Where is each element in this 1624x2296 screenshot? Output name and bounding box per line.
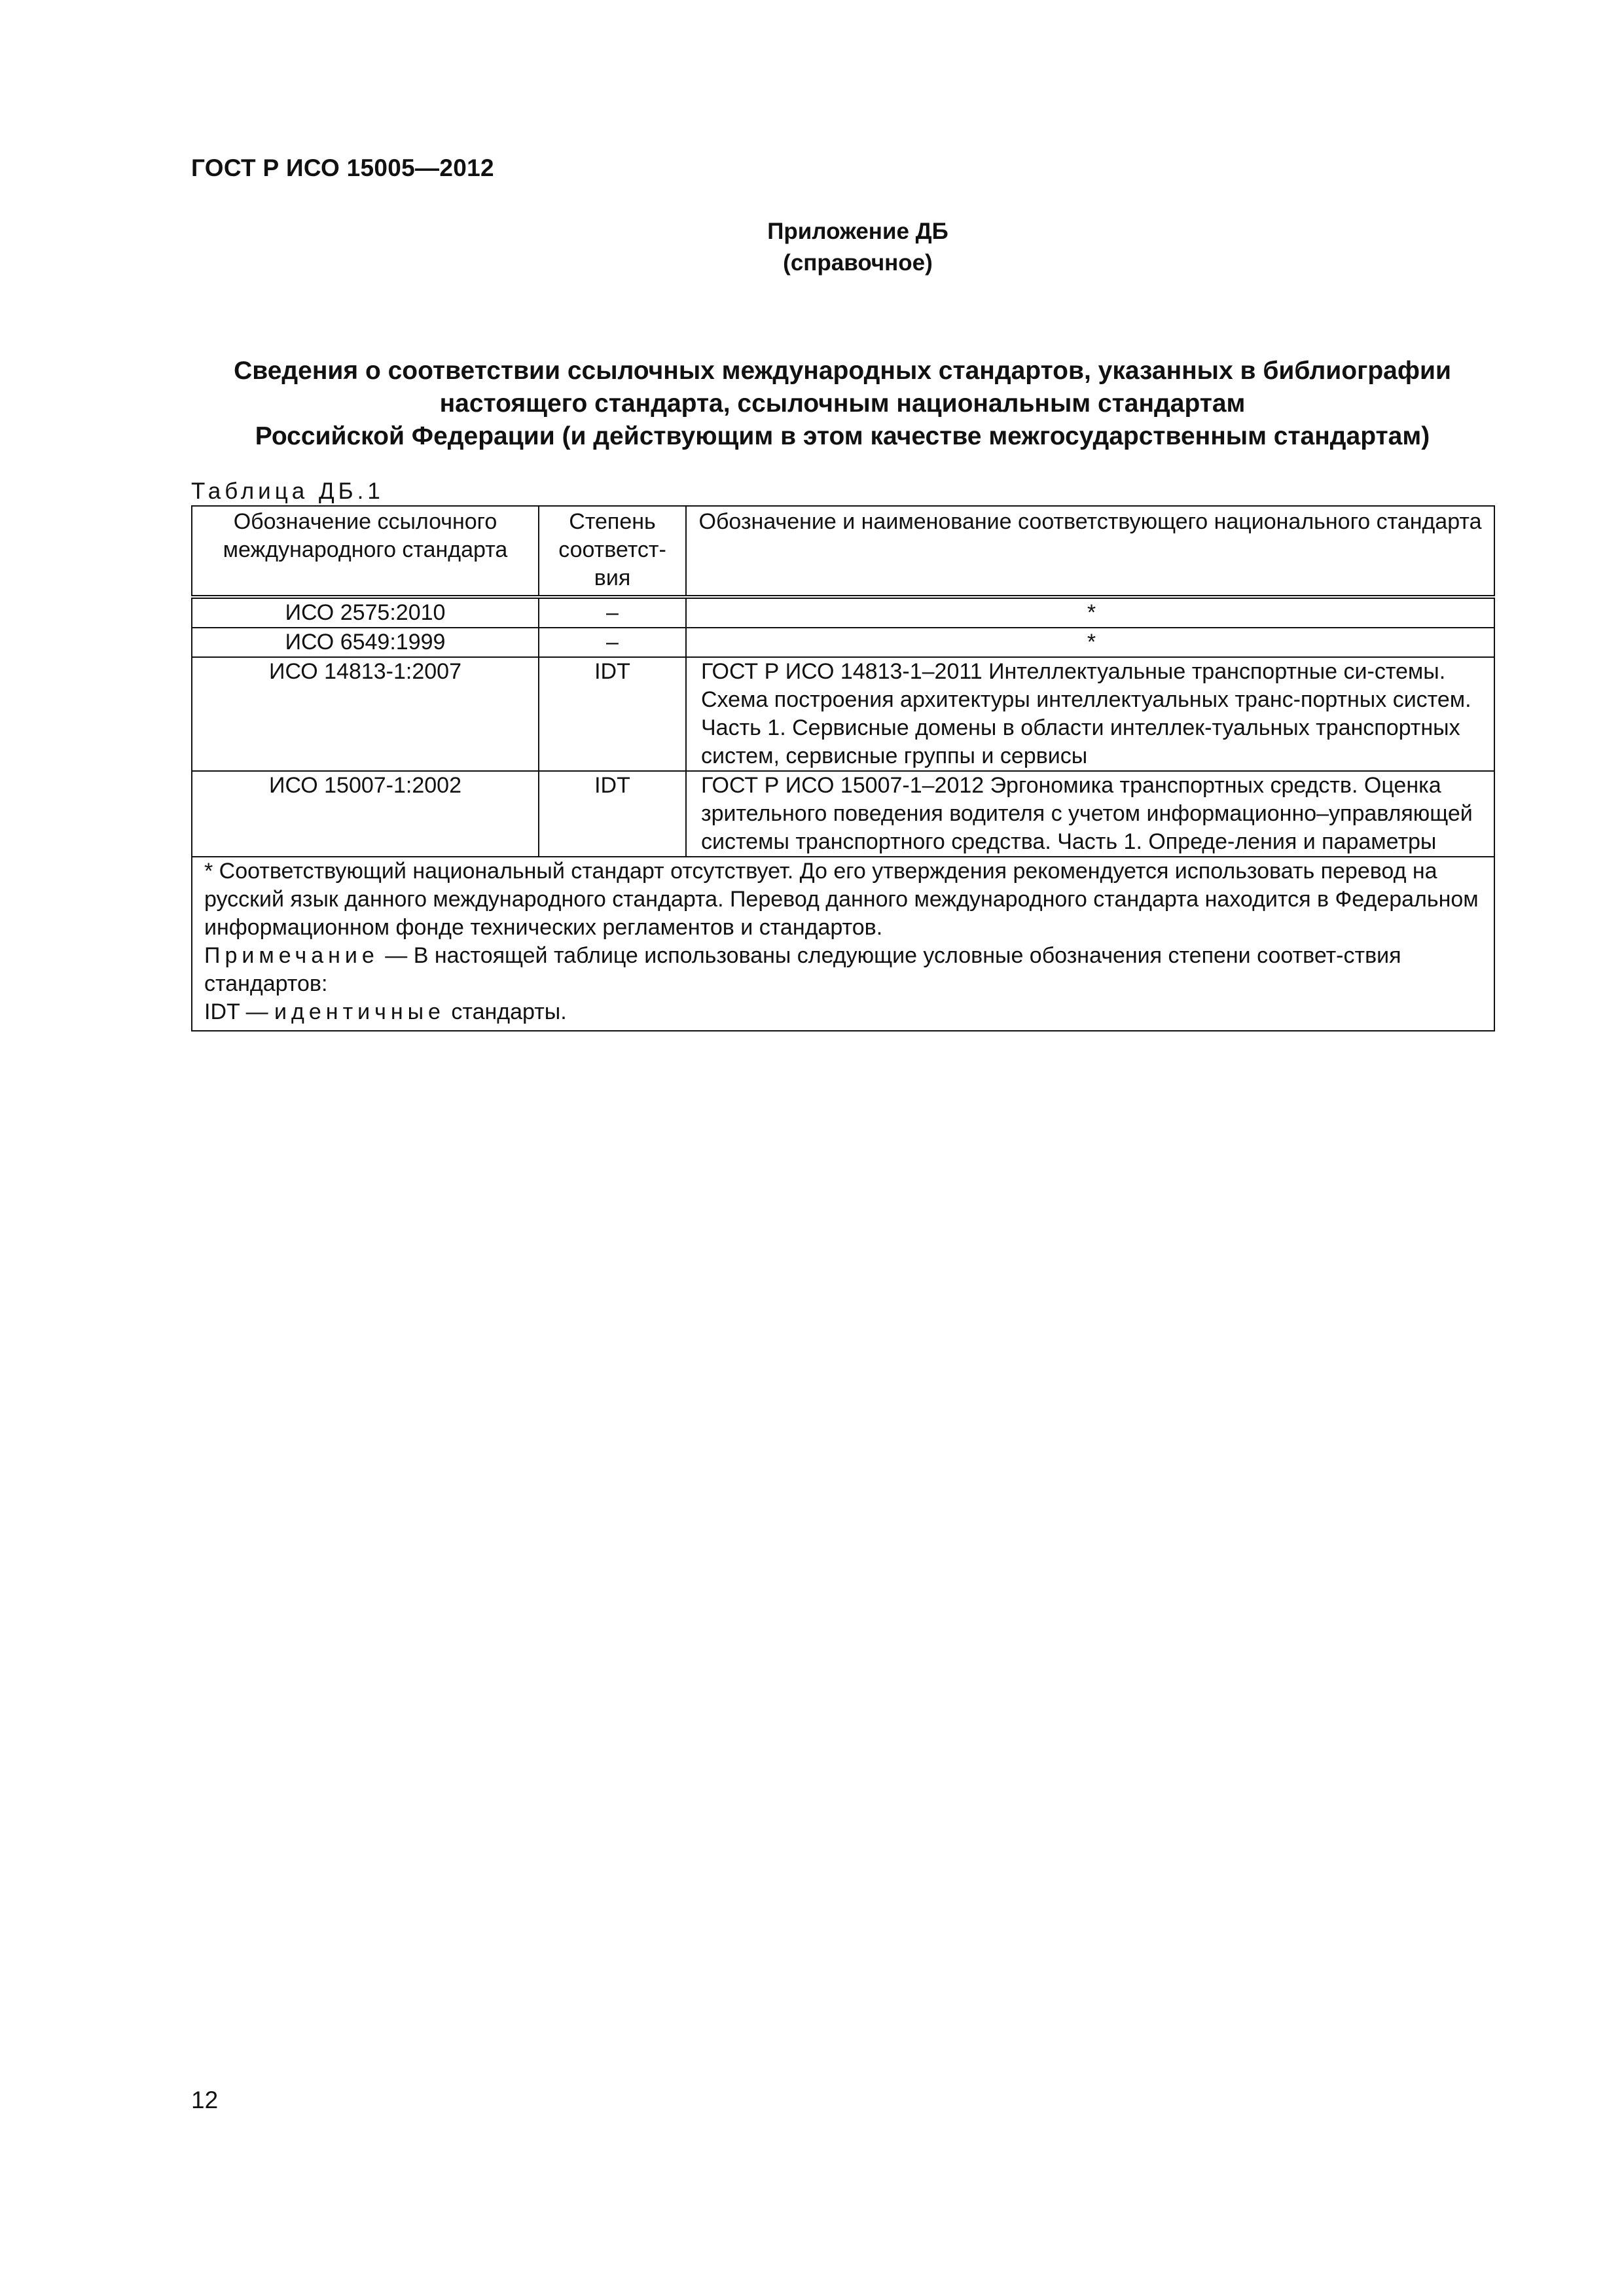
national-cell: ГОСТ Р ИСО 14813-1–2011 Интеллектуальные транспортные си-стемы. Схема построения архитектуры интеллектуальных транс-портных систем. Часть 1. Сервисные домены в области интеллек-туальных транспортных систем, сервисные группы и сервисы <box>686 657 1494 771</box>
table-note-row <box>192 857 1494 1031</box>
note-label: Примечание <box>204 943 379 968</box>
title-line-3: Российской Федерации (и действующим в этом качестве межгосударственным стандартам) <box>255 422 1430 450</box>
note-paragraph <box>204 942 1483 998</box>
table-row <box>192 771 1494 857</box>
header-degree: Степень соответст-вия <box>539 506 686 597</box>
table-row <box>192 657 1494 771</box>
idt-suffix: стандарты. <box>444 999 567 1024</box>
ref-cell: ИСО 14813-1:2007 <box>192 657 539 771</box>
idt-code: IDT — <box>204 999 275 1024</box>
ref-cell: ИСО 2575:2010 <box>192 597 539 628</box>
table-header-row <box>192 506 1494 597</box>
table-caption: Таблица ДБ.1 <box>191 478 384 504</box>
idt-legend <box>204 998 1483 1026</box>
idt-label: идентичные <box>274 999 445 1024</box>
header-ref-standard: Обозначение ссылочного международного стандарта <box>192 506 539 597</box>
document-header: ГОСТ Р ИСО 15005—2012 <box>191 154 494 181</box>
title-line-1: Сведения о соответствии ссылочных международных стандартов, указанных в библиографии <box>234 357 1451 385</box>
footnote-text: * Соответствующий национальный стандарт отсутствует. До его утверждения рекомендуется использовать перевод на русский язык данного международного стандарта. Перевод данного международного стандарта находится в Федеральном информационном фонде технических регламентов и стандартов. <box>204 859 1479 940</box>
header-national-standard: Обозначение и наименование соответствующего национального стандарта <box>686 506 1494 597</box>
reference-table <box>191 505 1495 1031</box>
national-cell: ГОСТ Р ИСО 15007-1–2012 Эргономика транспортных средств. Оценка зрительного поведения водителя с учетом информационно–управляющей системы транспортного средства. Часть 1. Опреде-ления и параметры <box>686 771 1494 857</box>
section-title <box>191 355 1494 453</box>
table-note-cell <box>192 857 1494 1031</box>
table-row <box>192 597 1494 628</box>
page-number: 12 <box>191 2087 219 2113</box>
national-cell: * <box>686 628 1494 657</box>
note-text: — В настоящей таблице использованы следующие условные обозначения степени соответ-ствия стандартов: <box>204 943 1401 996</box>
annex-type: (справочное) <box>783 250 933 276</box>
degree-cell: – <box>539 597 686 628</box>
table-row <box>192 628 1494 657</box>
annex-heading <box>0 216 1624 279</box>
ref-cell: ИСО 15007-1:2002 <box>192 771 539 857</box>
ref-cell: ИСО 6549:1999 <box>192 628 539 657</box>
degree-cell: IDT <box>539 771 686 857</box>
title-line-2: настоящего стандарта, ссылочным национальным стандартам <box>439 389 1246 418</box>
degree-cell: – <box>539 628 686 657</box>
national-cell: * <box>686 597 1494 628</box>
annex-title: Приложение ДБ <box>767 219 948 244</box>
degree-cell: IDT <box>539 657 686 771</box>
